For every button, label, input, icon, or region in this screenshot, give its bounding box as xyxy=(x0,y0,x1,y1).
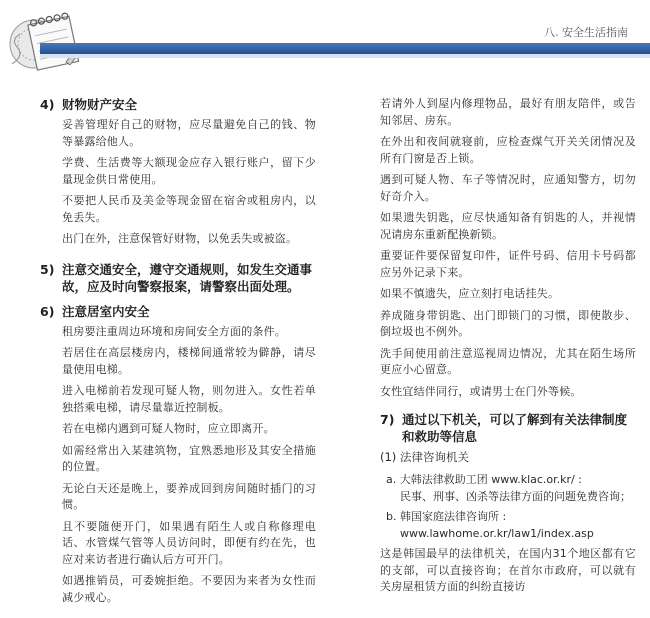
page-header xyxy=(0,0,650,82)
paragraph: 学费、生活费等大额现金应存入银行账户，留下少量现金供日常使用。 xyxy=(62,156,316,186)
paragraph: 遇到可疑人物、车子等情况时，应通知警方，切勿好奇介入。 xyxy=(380,173,636,203)
paragraph: 若在电梯内遇到可疑人物时，应立即离开。 xyxy=(62,422,275,435)
section-number: 5) xyxy=(40,261,55,277)
section-4-heading xyxy=(40,96,316,113)
paragraph: 妥善管理好自己的财物，应尽量避免自己的钱、物等暴露给他人。 xyxy=(62,118,316,148)
paragraph: 如果不慎遗失，应立刻打电话挂失。 xyxy=(380,287,560,300)
section-5-heading xyxy=(40,261,316,295)
list-item-body: 民事、刑事、凶杀等法律方面的问题免费咨询； xyxy=(400,489,631,503)
section-7-heading xyxy=(380,411,636,445)
paragraph: 租房要注重周边环境和房间安全方面的条件。 xyxy=(62,324,286,338)
section-title: 注意居室内安全 xyxy=(62,303,150,319)
paragraph: 在外出和夜间就寝前，应检查煤气开关关闭情况及所有门窗是否上锁。 xyxy=(380,135,636,165)
paragraph: 如需经常出入某建筑物，宜熟悉地形及其安全措施的位置。 xyxy=(62,443,316,473)
paragraph: 若居住在高层楼房内，楼梯间通常较为僻静，请尽量使用电梯。 xyxy=(62,346,316,376)
paragraph: 重要证件要保留复印件，证件号码、信用卡号码都应另外记录下来。 xyxy=(380,249,636,279)
paragraph: 无论白天还是晚上，要养成回到房间随时插门的习惯。 xyxy=(62,481,316,511)
header-strip xyxy=(40,54,650,58)
paragraph: 洗手间使用前注意巡视周边情况，尤其在陌生场所更应小心留意。 xyxy=(380,346,636,376)
paragraph: 不要把人民币及美金等现金留在宿舍或租房内，以免丢失。 xyxy=(62,194,316,224)
list-item-heading: b. 韩国家庭法律咨询所 : xyxy=(386,510,507,523)
paragraph: 女性宜结伴同行，或请男士在门外等候。 xyxy=(380,384,582,398)
notebook-logo-icon xyxy=(4,4,100,76)
subsection-heading: (1) 法律咨询机关 xyxy=(380,450,469,464)
section-title: 通过以下机关，可以了解到有关法律制度和救助等信息 xyxy=(402,412,628,444)
paragraph: 如果遗失钥匙，应尽快通知备有钥匙的人，并视情况请房东重新配换新锁。 xyxy=(380,211,636,241)
section-title: 财物财产安全 xyxy=(62,97,138,112)
section-number: 7) xyxy=(380,412,395,427)
list-item-link: www.lawhome.or.kr/law1/index.asp xyxy=(400,526,594,540)
paragraph: 如遇推销员，可委婉拒绝。不要因为来者为女性而减少戒心。 xyxy=(62,574,316,604)
header-bar xyxy=(40,43,650,54)
section-title: 注意交通安全，遵守交通规则，如发生交通事故，应及时向警察报案，请警察出面处理。 xyxy=(62,261,313,294)
left-column xyxy=(40,96,316,611)
section-6-heading xyxy=(40,303,316,320)
chapter-title: 八. 安全生活指南 xyxy=(544,26,628,39)
right-column xyxy=(380,96,636,601)
paragraph: 进入电梯前若发现可疑人物，则勿进入。女性若单独搭乘电梯，请尽量靠近控制板。 xyxy=(62,384,316,414)
list-item-heading: a. 大韩法律救助工团 www.klac.or.kr/ : xyxy=(386,473,582,486)
paragraph: 若请外人到屋内修理物品，最好有朋友陪伴，或告知邻居、房东。 xyxy=(380,97,636,127)
paragraph: 养成随身带钥匙、出门即锁门的习惯，即使散步、倒垃圾也不例外。 xyxy=(380,308,636,338)
paragraph: 且不要随便开门，如果遇有陌生人或自称修理电话、水管煤气管等人员访问时，即便有约在先，也应对来访者进行确认后方可开门。 xyxy=(62,519,316,566)
section-number: 6) xyxy=(40,303,55,319)
paragraph: 这是韩国最早的法律机关，在国内31个地区都有它的支部，可以直接咨询；在首尔市政府，可以就有关房屋租赁方面的纠纷直接访 xyxy=(380,547,636,593)
paragraph: 出门在外，注意保管好财物，以免丢失或被盗。 xyxy=(62,232,298,245)
section-number: 4) xyxy=(40,97,55,112)
